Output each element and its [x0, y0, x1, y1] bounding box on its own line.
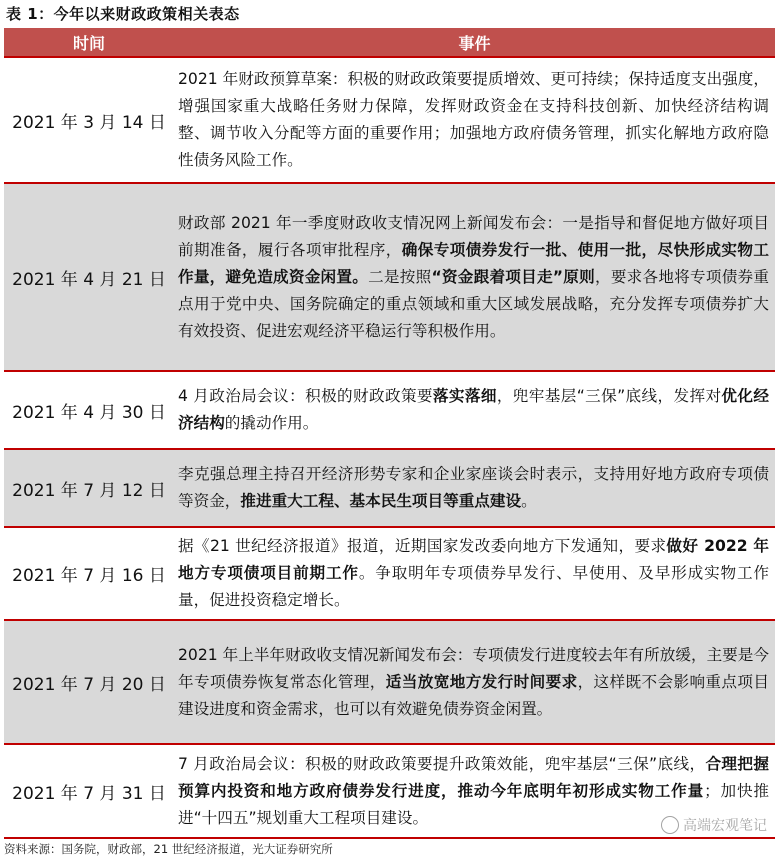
table-row	[4, 620, 775, 744]
row-event	[174, 371, 775, 449]
event-text: 的撬动作用。	[224, 414, 319, 432]
table-row	[4, 371, 775, 449]
event-emphasis: 做好 2022 年地方专项债项目前期工作	[178, 537, 769, 582]
event-text: ；加快推进“十四五”规划重大工程项目建设。	[178, 781, 769, 827]
row-date: 2021 年 7 月 31 日	[4, 744, 174, 838]
row-event	[174, 57, 775, 183]
row-event	[174, 620, 775, 744]
row-date: 2021 年 3 月 14 日	[4, 57, 174, 183]
table-row	[4, 449, 775, 527]
event-emphasis: 确保专项债券发行一批、使用一批，尽快形成实物工作量，避免造成资金闲置。	[178, 240, 769, 286]
table-row	[4, 183, 775, 371]
event-text: 2021 年上半年财政收支情况新闻发布会：专项债发行进度较去年有所放缓，主要是今年专项债券恢复常态化管理，	[178, 645, 769, 691]
event-text: 7 月政治局会议：积极的财政政策要提升政策效能，兜牢基层“三保”底线，	[178, 754, 706, 773]
table-row	[4, 57, 775, 183]
wechat-icon	[661, 816, 679, 834]
header-time: 时间	[4, 28, 174, 57]
event-text: ，这样既不会影响重点项目建设进度和资金需求，也可以有效避免债券资金闲置。	[178, 672, 769, 718]
event-emphasis: “资金跟着项目走”原则	[431, 267, 595, 286]
header-event: 事件	[174, 28, 775, 57]
policy-table	[4, 28, 775, 839]
event-emphasis: 推进重大工程、基本民生项目等重点建设	[240, 492, 522, 510]
table-row	[4, 744, 775, 838]
row-date: 2021 年 7 月 12 日	[4, 449, 174, 527]
row-date: 2021 年 7 月 16 日	[4, 527, 174, 620]
source-note: 资料来源：国务院，财政部，21 世纪经济报道，光大证券研究所	[4, 842, 333, 856]
table-row	[4, 527, 775, 620]
table-body	[4, 57, 775, 838]
row-event	[174, 183, 775, 371]
event-text: 财政部 2021 年一季度财政收支情况网上新闻发布会：一是指导和督促地方做好项目前期准备，履行各项审批程序，	[178, 213, 769, 259]
watermark	[661, 815, 767, 835]
event-text: 。争取明年专项债券早发行、早使用、及早形成实物工作量，促进投资稳定增长。	[178, 564, 769, 609]
event-emphasis: 优化经济结构	[178, 387, 769, 432]
event-text: ，要求各地将专项债券重点用于党中央、国务院确定的重点领域和重大区域发展战略，充分发挥专项债券扩大有效投资、促进宏观经济平稳运行等积极作用。	[178, 267, 769, 340]
event-emphasis: 合理把握预算内投资和地方政府债券发行进度，推动今年底明年初形成实物工作量	[178, 754, 769, 800]
event-text: 二是按照	[368, 267, 432, 286]
table-header-row	[4, 28, 775, 57]
table-caption: 表 1：今年以来财政政策相关表态	[6, 5, 240, 23]
row-date: 2021 年 4 月 21 日	[4, 183, 174, 371]
event-emphasis: 适当放宽地方发行时间要求	[385, 672, 578, 691]
event-text: 。	[521, 492, 537, 510]
event-text: 2021 年财政预算草案：积极的财政政策要提质增效、更可持续；保持适度支出强度，增强国家重大战略任务财力保障，发挥财政资金在支持科技创新、加快经济结构调整、调节收入分配等方面的重要作用；加强地方政府债务管理，抓实化解地方政府隐性债务风险工作。	[178, 70, 769, 169]
row-event	[174, 527, 775, 620]
event-text: 李克强总理主持召开经济形势专家和企业家座谈会时表示，支持用好地方政府专项债等资金，	[178, 465, 769, 510]
row-date: 2021 年 7 月 20 日	[4, 620, 174, 744]
watermark-text: 高端宏观笔记	[683, 818, 767, 834]
row-date: 2021 年 4 月 30 日	[4, 371, 174, 449]
event-text: ，兜牢基层“三保”底线，发挥对	[496, 387, 722, 405]
event-emphasis: 落实落细	[432, 387, 497, 405]
row-event	[174, 449, 775, 527]
event-text: 4 月政治局会议：积极的财政政策要	[178, 387, 433, 405]
event-text: 据《21 世纪经济报道》报道，近期国家发改委向地方下发通知，要求	[178, 537, 667, 555]
